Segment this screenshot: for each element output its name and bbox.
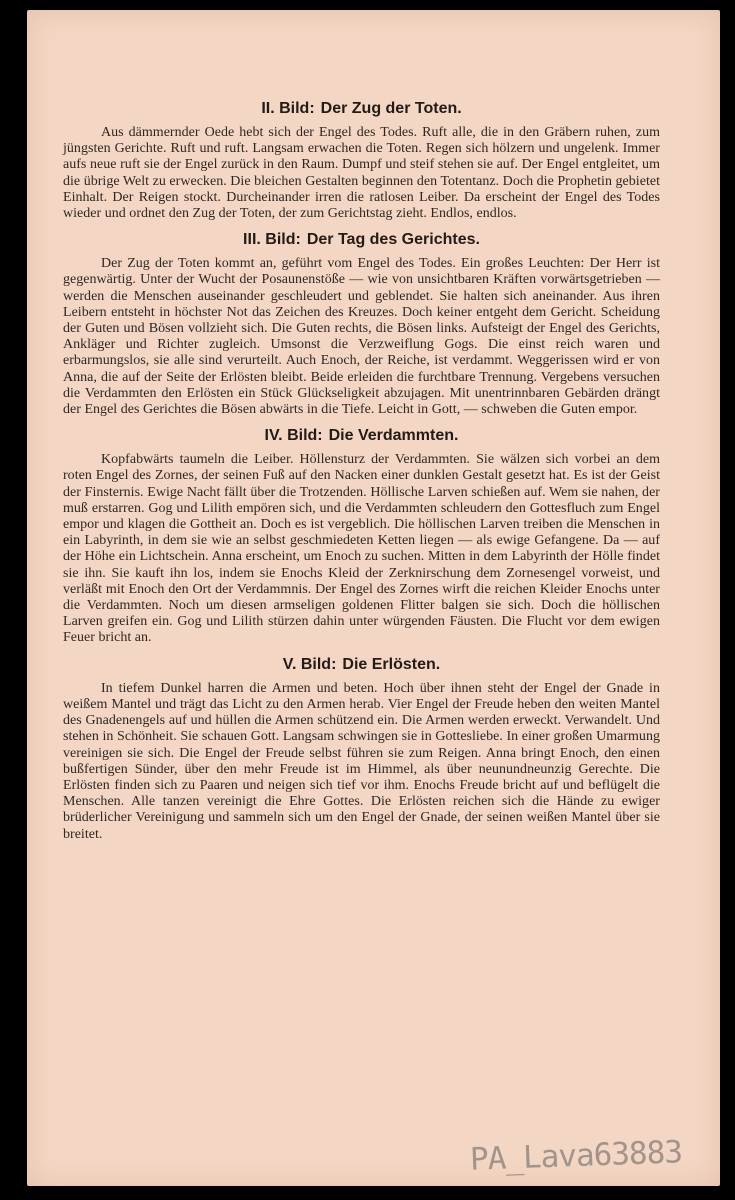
section-label: IV. Bild: bbox=[264, 427, 323, 445]
section-paragraph: Aus dämmernder Oede hebt sich der Engel des Todes. Ruft alle, die in den Gräbern ruhen, zum jüngsten Gerichte. Ruft und ruft. Langsam erwachen die Toten. Regen sich hölzern und ungelenk. Immer aufs neue ruft sie der Engel zurück in den Raum. Dumpf und steif stehen sie auf. Der Engel entgleitet, um die übrige Welt zu erwecken. Die bleichen Gestalten beginnen den Totentanz. Doch die Prophetin gebietet Einhalt. Der Reigen stockt. Durcheinander irren die ratlosen Leiber. Da erscheint der Engel des Todes wieder und ordnet den Zug der Toten, der zum Gerichtstag zieht. Endlos, endlos. bbox=[63, 125, 660, 222]
section-heading: Der Tag des Gerichtes. bbox=[306, 231, 480, 249]
section-title bbox=[63, 97, 660, 121]
section-title bbox=[63, 228, 660, 252]
section-bild-4 bbox=[63, 424, 660, 646]
section-label: III. Bild: bbox=[243, 231, 301, 249]
document-body bbox=[63, 97, 660, 849]
section-bild-3 bbox=[63, 228, 660, 418]
section-title bbox=[63, 424, 660, 448]
section-bild-5 bbox=[63, 653, 660, 843]
archive-signature: PA_Lava63883 bbox=[469, 1134, 683, 1178]
section-label: V. Bild: bbox=[282, 655, 337, 673]
section-title bbox=[63, 653, 660, 677]
section-paragraph: Der Zug der Toten kommt an, geführt vom Engel des Todes. Ein großes Leuchten: Der Herr ist gegenwärtig. Unter der Wucht der Posaunenstöße — wie von unsichtbaren Kräften vorwärtsgetrieben — werden die Menschen auseinander geschleudert und geblendet. Sie halten sich aneinander. Aus ihren Leibern entsteht in höchster Not das Zeichen des Kreuzes. Doch keiner entgeht dem Gericht. Scheidung der Guten und Bösen vollzieht sich. Die Guten rechts, die Bösen links. Aufsteigt der Engel des Gerichts, Ankläger und Richter zugleich. Umsonst die Verzweiflung Gogs. Die einst reich waren und erbarmungslos, sie alle sind verurteilt. Auch Enoch, der Reiche, ist verdammt. Weggerissen wird er von Anna, die auf der Seite der Erlösten bleibt. Beide erleiden die furchtbare Trennung. Vergebens versuchen die Verdammten den Erlösten ein Stück Glückseligkeit abzujagen. Mit unentrinnbaren Gebärden drängt der Engel des Gerichtes die Bösen abwärts in die Tiefe. Leicht in Gott, — schweben die Guten empor. bbox=[63, 256, 660, 418]
section-bild-2 bbox=[63, 97, 660, 222]
section-paragraph: Kopfabwärts taumeln die Leiber. Höllensturz der Verdammten. Sie wälzen sich vorbei an dem roten Engel des Zornes, der seinen Fuß auf den Nacken einer dunklen Gestalt gesetzt hat. Es ist der Geist der Finsternis. Ewige Nacht fällt über die Trotzenden. Höllische Larven schießen auf. Wem sie nahen, der muß erstarren. Gog und Lilith empören sich, und die Verdammten schleudern den Gottesfluch zum Engel empor und klagen die Gottheit an. Doch es ist vergeblich. Die höllischen Larven treiben die Menschen in ein Labyrinth, in dem sie wie an selbst geschmiedeten Ketten liegen — als ewige Gefangene. Da — auf der Höhe ein Lichtschein. Anna erscheint, um Enoch zu suchen. Mitten in dem Labyrinth der Hölle findet sie ihn. Sie kauft ihn los, indem sie Enochs Kleid der Zerknirschung dem Zornesengel vorweist, und verläßt mit Enoch den Ort der Verdammnis. Der Engel des Zornes wirft die reichen Kleider Enochs unter die Verdammten. Noch um diesen armseligen goldenen Flitter balgen sie sich. Doch die höllischen Larven greifen ein. Gog und Lilith stürzen dahin unter würgenden Fäusten. Die Flucht vor dem ewigen Feuer bricht an. bbox=[63, 452, 660, 646]
section-paragraph: In tiefem Dunkel harren die Armen und beten. Hoch über ihnen steht der Engel der Gnade in weißem Mantel und trägt das Licht zu den Armen herab. Vier Engel der Freude heben den weiten Mantel des Gnadenengels auf und hüllen die Armen schützend ein. Die Armen werden erweckt. Verwandelt. Und stehen in Schönheit. Sie schauen Gott. Langsam schwingen sie in Gottesliebe. In einer großen Umarmung vereinigen sie sich. Die Engel der Freude selbst führen sie zum Reigen. Anna bringt Enoch, den einen bußfertigen Sünder, über den mehr Freude ist im Himmel, als über neunundneunzig Gerechte. Die Erlösten finden sich zu Paaren und neigen sich tief vor ihm. Enochs Freude bricht auf und beflügelt die Menschen. Alle tanzen vereinigt die Ehre Gottes. Die Erlösten reichen sich die Hände zu ewiger brüderlicher Vereinigung und sammeln sich um den Engel der Gnade, der seinen weißen Mantel über sie breitet. bbox=[63, 680, 660, 842]
section-heading: Der Zug der Toten. bbox=[320, 100, 462, 117]
section-label: II. Bild: bbox=[261, 100, 315, 117]
section-heading: Die Erlösten. bbox=[342, 655, 441, 673]
section-heading: Die Verdammten. bbox=[328, 427, 459, 445]
